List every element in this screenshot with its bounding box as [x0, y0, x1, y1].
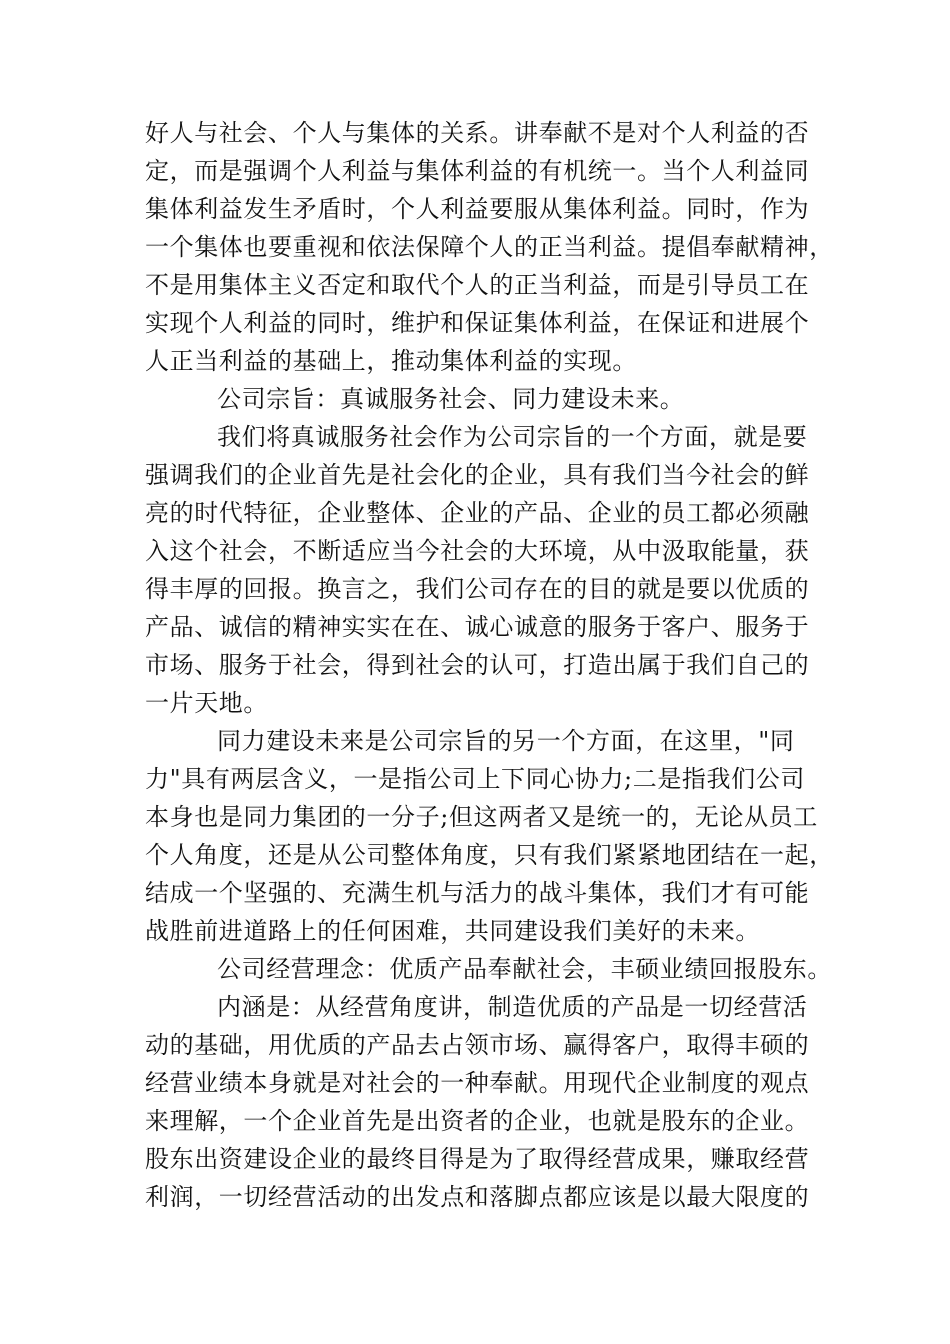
text-line: 内涵是：从经营角度讲，制造优质的产品是一切经营活	[217, 993, 808, 1021]
text-line: 同力建设未来是公司宗旨的另一个方面，在这里，"同	[217, 727, 795, 755]
text-line: 人正当利益的基础上，推动集体利益的实现。	[145, 347, 637, 375]
text-line: 一片天地。	[145, 689, 268, 717]
text-line: 个人角度，还是从公司整体角度，只有我们紧紧地团结在一起，	[145, 841, 834, 869]
text-line: 股东出资建设企业的最终目得是为了取得经营成果，赚取经营	[145, 1145, 810, 1173]
text-line: 实现个人利益的同时，维护和保证集体利益，在保证和进展个	[145, 309, 810, 337]
text-line: 市场、服务于社会，得到社会的认可，打造出属于我们自己的	[145, 651, 810, 679]
text-line: 结成一个坚强的、充满生机与活力的战斗集体，我们才有可能	[145, 879, 810, 907]
text-line: 利润，一切经营活动的出发点和落脚点都应该是以最大限度的	[145, 1183, 810, 1211]
text-line: 经营业绩本身就是对社会的一种奉献。用现代企业制度的观点	[145, 1069, 810, 1097]
document-body	[145, 114, 834, 1216]
text-line: 强调我们的企业首先是社会化的企业，具有我们当今社会的鲜	[145, 461, 810, 489]
text-line: 入这个社会，不断适应当今社会的大环境，从中汲取能量，获	[145, 537, 810, 565]
section-heading-purpose: 公司宗旨：真诚服务社会、同力建设未来。	[217, 385, 685, 413]
text-line: 亮的时代特征，企业整体、企业的产品、企业的员工都必须融	[145, 499, 810, 527]
text-line: 集体利益发生矛盾时，个人利益要服从集体利益。同时，作为	[145, 195, 810, 223]
text-line: 来理解，一个企业首先是出资者的企业，也就是股东的企业。	[145, 1107, 810, 1135]
text-line: 好人与社会、个人与集体的关系。讲奉献不是对个人利益的否	[145, 119, 810, 147]
text-line: 我们将真诚服务社会作为公司宗旨的一个方面，就是要	[217, 423, 808, 451]
section-heading-philosophy: 公司经营理念：优质产品奉献社会，丰硕业绩回报股东。	[217, 955, 832, 983]
text-line: 得丰厚的回报。换言之，我们公司存在的目的就是要以优质的	[145, 575, 810, 603]
text-line: 战胜前进道路上的任何困难，共同建设我们美好的未来。	[145, 917, 760, 945]
text-line: 动的基础，用优质的产品去占领市场、赢得客户，取得丰硕的	[145, 1031, 810, 1059]
text-line: 产品、诚信的精神实实在在、诚心诚意的服务于客户、服务于	[145, 613, 810, 641]
text-line: 本身也是同力集团的一分子;但这两者又是统一的，无论从员工	[145, 803, 818, 831]
text-line: 力"具有两层含义，一是指公司上下同心协力;二是指我们公司	[145, 765, 805, 793]
text-line: 定，而是强调个人利益与集体利益的有机统一。当个人利益同	[145, 157, 810, 185]
text-line: 一个集体也要重视和依法保障个人的正当利益。提倡奉献精神，	[145, 233, 834, 261]
text-line: 不是用集体主义否定和取代个人的正当利益，而是引导员工在	[145, 271, 810, 299]
